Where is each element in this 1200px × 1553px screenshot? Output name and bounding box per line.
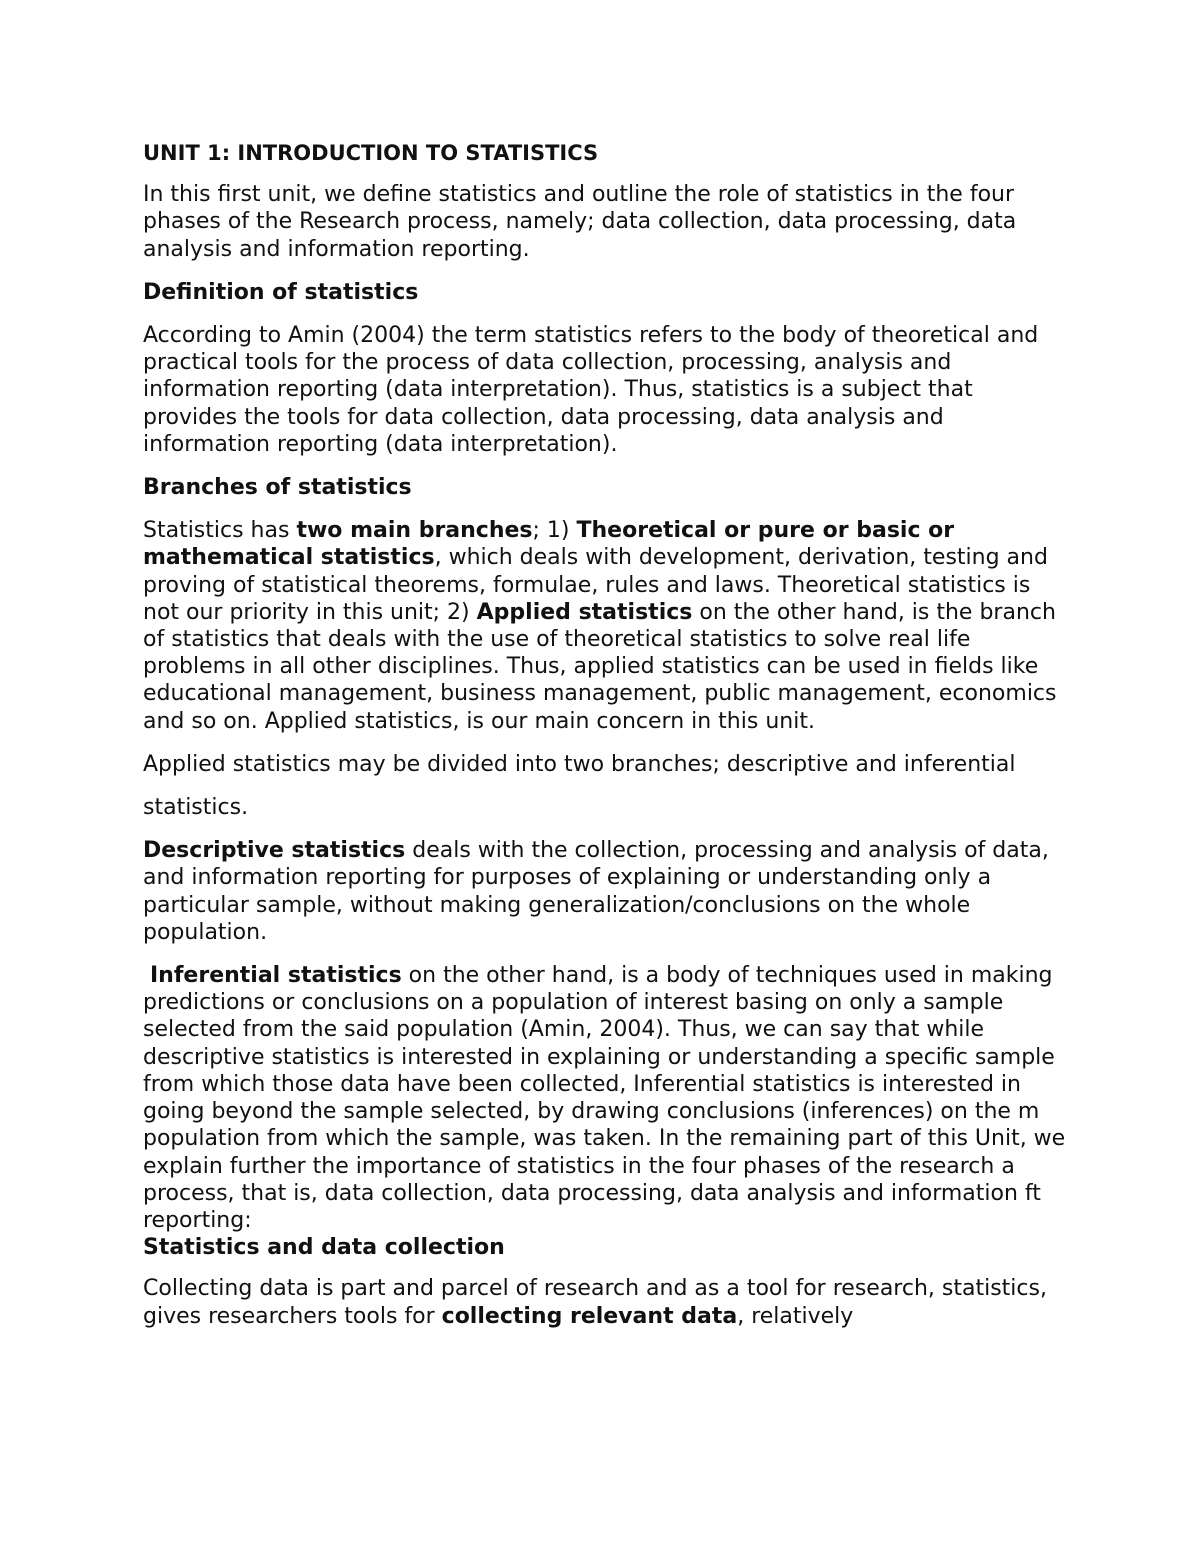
collection-bold: collecting relevant data bbox=[441, 1303, 738, 1329]
descriptive-paragraph bbox=[143, 837, 1073, 946]
branches-text-3: , which deals with development, derivation, testing and proving of statistical theorems, formulae, rules and laws. Theoretical statistics is not our priority in this unit; 2) bbox=[143, 545, 1048, 625]
collection-heading: Statistics and data collection bbox=[143, 1235, 505, 1261]
inferential-paragraph bbox=[143, 962, 1073, 1234]
inferential-text: on the other hand, is a body of techniques used in making predictions or conclusions on a population of interest basing on only a sample selected from the said population (Amin, 2004). Thus, we can say that while descriptive statistics is interested in explaining or understanding a specific sample from which those data have been collected, Inferential statistics is interested in going beyond the sample selected, by drawing conclusions (inferences) on the m population from which the sample, was taken. In the remaining part of this Unit, we explain further the importance of statistics in the four phases of the research a process, that is, data collection, data processing, data analysis and information ft reporting: bbox=[143, 963, 1066, 1233]
definition-paragraph: According to Amin (2004) the term statistics refers to the body of theoretical and practical tools for the process of data collection, processing, analysis and information reporting (data interpretation). Thus, statistics is a subject that provides the tools for data collection, data processing, data analysis and information reporting (data interpretation). bbox=[143, 323, 1039, 457]
intro-paragraph: In this first unit, we define statistics and outline the role of statistics in the four phases of the Research process, namely; data collection, data processing, data analysis and information reporting. bbox=[143, 182, 1017, 262]
branches-bold-two-main: two main branches bbox=[296, 518, 533, 544]
descriptive-text: deals with the collection, processing and analysis of data, and information reporting for purposes of explaining or understanding only a particular sample, without making generalization/conclusions on the whole population. bbox=[143, 838, 1049, 945]
inferential-term: Inferential statistics bbox=[150, 963, 402, 989]
applied-branches-paragraph: Applied statistics may be divided into two branches; descriptive and inferential bbox=[143, 751, 1016, 777]
definition-heading: Definition of statistics bbox=[143, 279, 419, 305]
collection-text-2: , relatively bbox=[737, 1303, 854, 1329]
branches-text-4: on the other hand, is the branch of statistics that deals with the use of theoretical statistics to solve real life problems in all other disciplines. Thus, applied statistics can be used in fields like educational management, business management, public management, economics and so on. Applied statistics, is our main concern in this unit. bbox=[143, 599, 1057, 734]
collection-paragraph bbox=[143, 1275, 1073, 1329]
collection-text-1: Collecting data is part and parcel of research and as a tool for research, statistics, gives researchers tools for bbox=[143, 1276, 1047, 1329]
descriptive-term: Descriptive statistics bbox=[143, 838, 406, 864]
branches-heading: Branches of statistics bbox=[143, 475, 412, 501]
branches-bold-theoretical: Theoretical or pure or basic or mathematical statistics bbox=[143, 518, 955, 571]
inferential-lead-space bbox=[143, 963, 150, 988]
branches-text-1: Statistics has bbox=[143, 518, 297, 544]
branches-text-2: ; 1) bbox=[532, 518, 577, 544]
document-page bbox=[143, 140, 1073, 1346]
branches-paragraph bbox=[143, 517, 1073, 735]
branches-bold-applied: Applied statistics bbox=[476, 599, 693, 625]
statistics-fragment: statistics. bbox=[143, 795, 249, 821]
unit-title: UNIT 1: INTRODUCTION TO STATISTICS bbox=[143, 141, 599, 165]
